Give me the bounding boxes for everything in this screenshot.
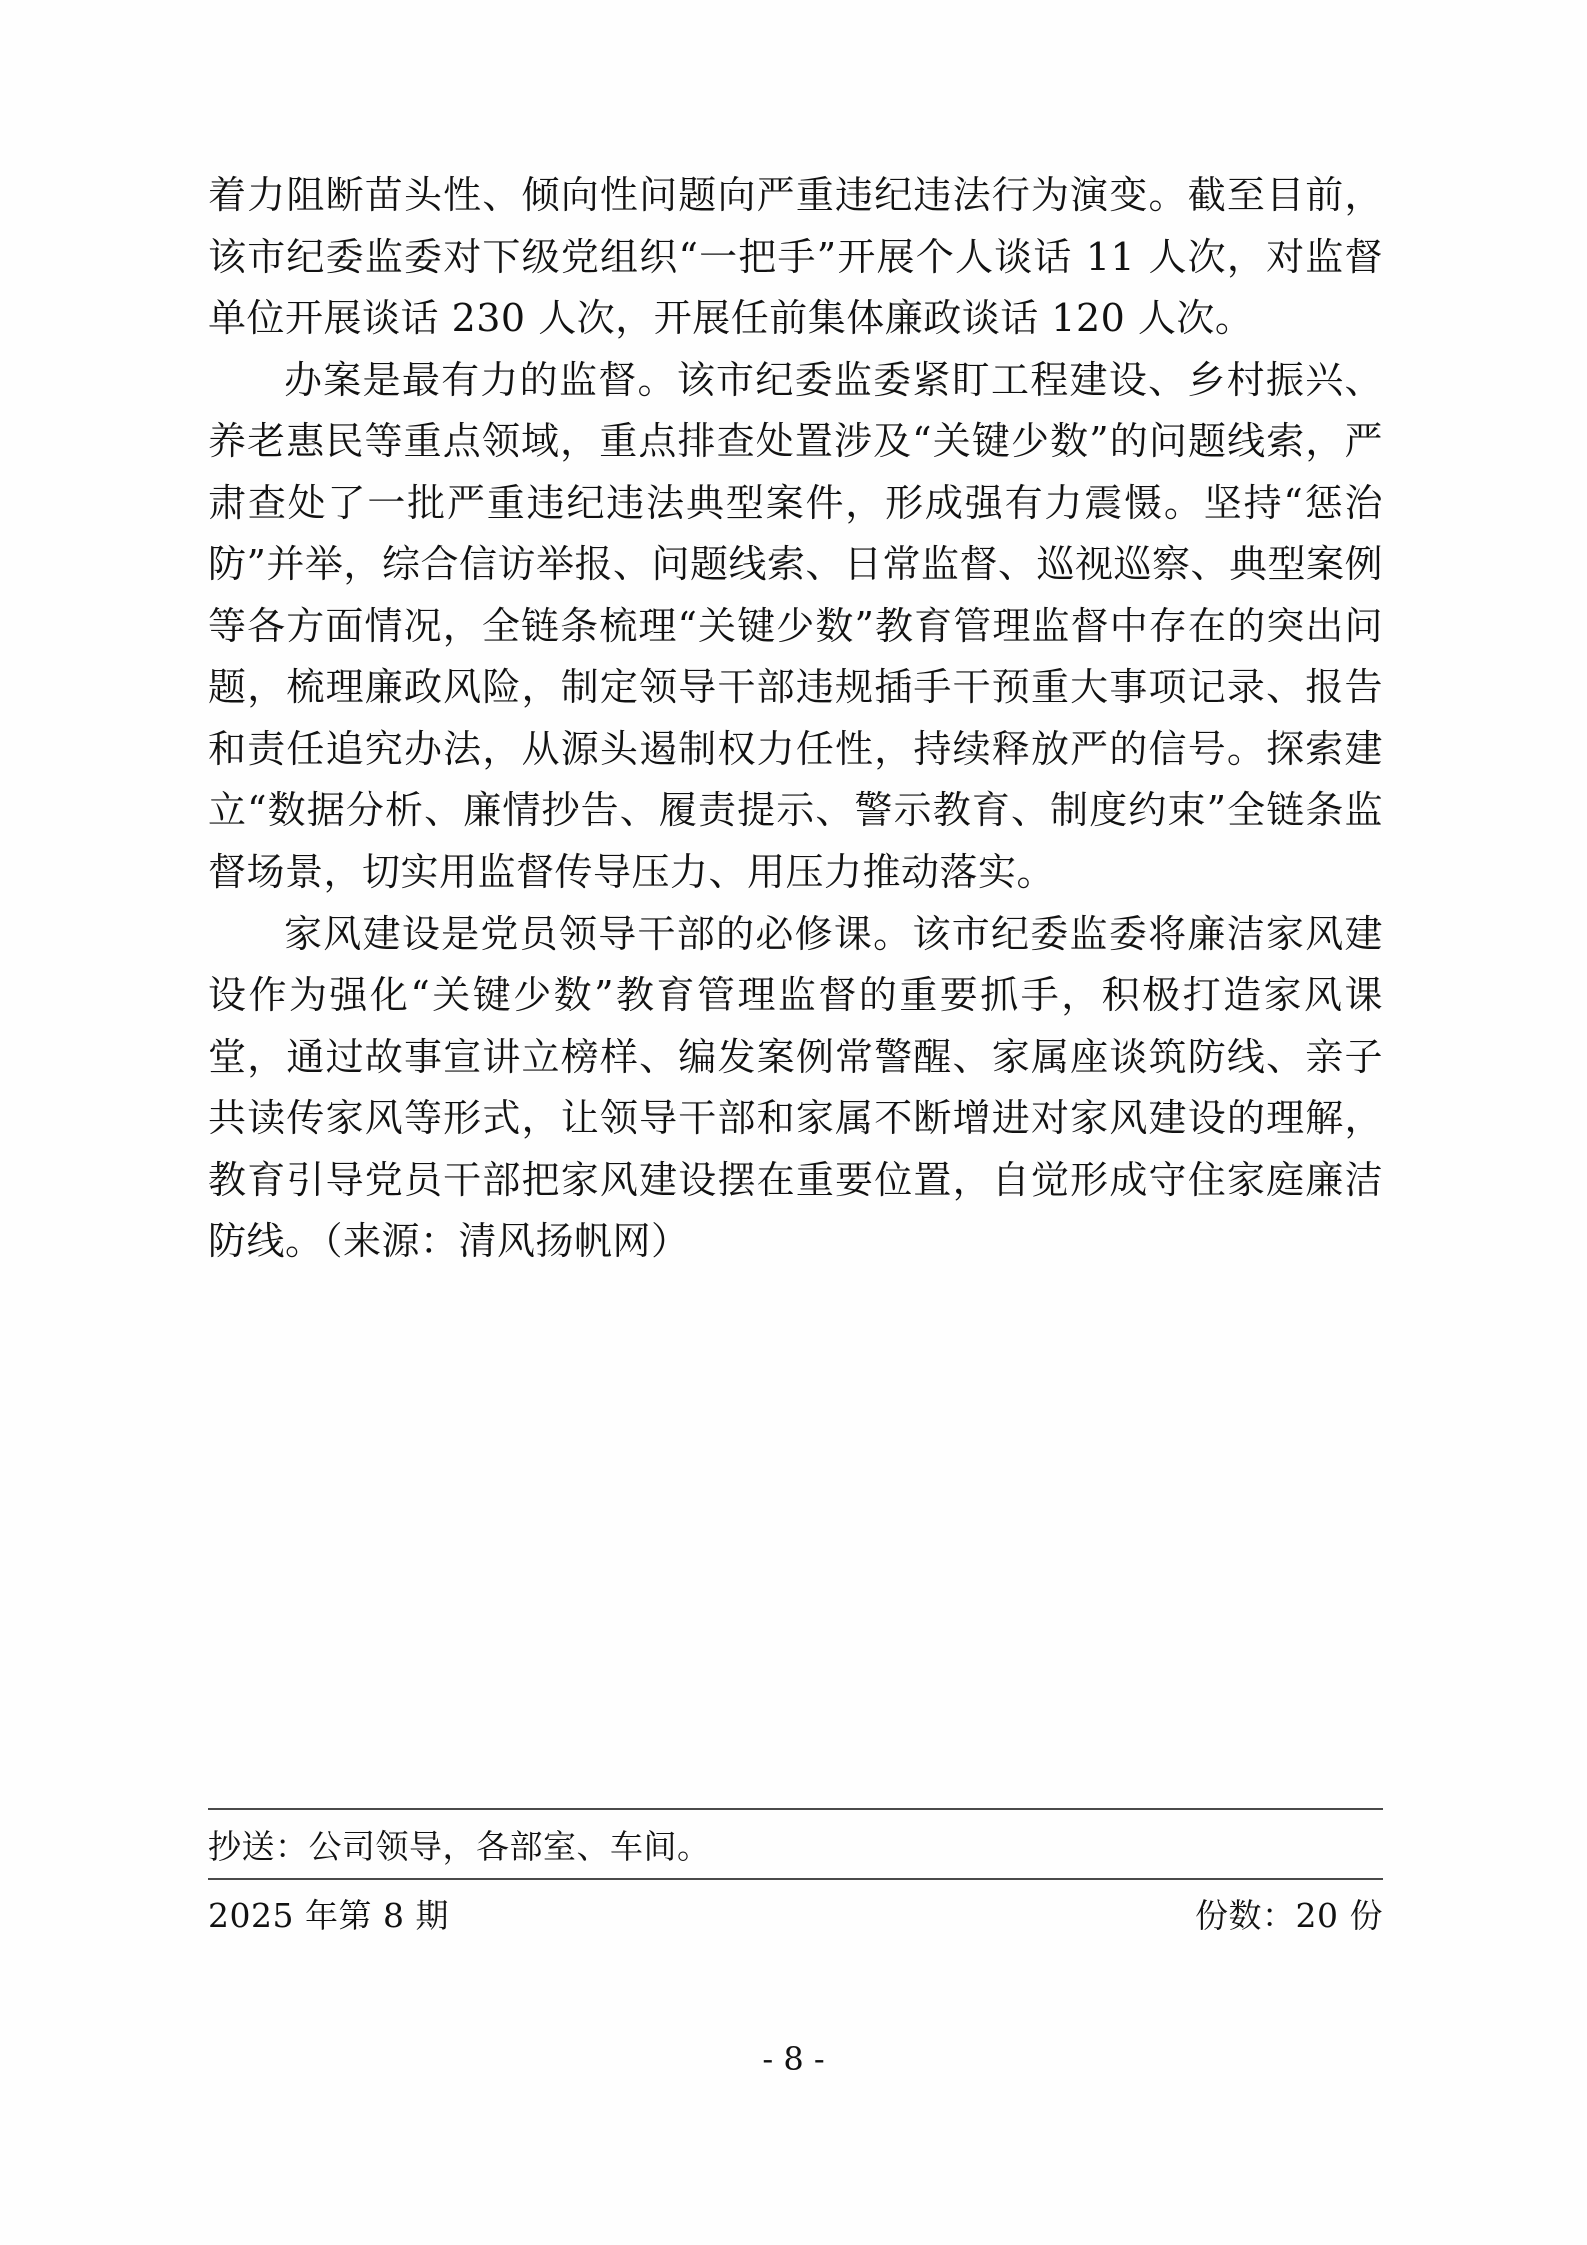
body-paragraph-1: 着力阻断苗头性、倾向性问题向严重违纪违法行为演变。截至目前，该市纪委监委对下级党组织“一把手”开展个人谈话 11 人次，对监督单位开展谈话 230 人次，开展任前集体廉政谈话 120 人次。 bbox=[208, 173, 1383, 341]
footer-issue-label: 2025 年第 8 期 bbox=[208, 1895, 449, 1935]
page-number: - 8 - bbox=[762, 2040, 825, 2078]
body-paragraph-3: 家风建设是党员领导干部的必修课。该市纪委监委将廉洁家风建设作为强化“关键少数”教育管理监督的重要抓手，积极打造家风课堂，通过故事宣讲立榜样、编发案例常警醒、家属座谈筑防线、亲子共读传家风等形式，让领导干部和家属不断增进对家风建设的理解，教育引导党员干部把家风建设摆在重要位置，自觉形成守住家庭廉洁防线。（来源：清风扬帆网） bbox=[208, 911, 1383, 1264]
body-paragraph-2: 办案是最有力的监督。该市纪委监委紧盯工程建设、乡村振兴、养老惠民等重点领域，重点排查处置涉及“关键少数”的问题线索，严肃查处了一批严重违纪违法典型案件，形成强有力震慑。坚持“惩治防”并举，综合信访举报、问题线索、日常监督、巡视巡察、典型案例等各方面情况，全链条梳理“关键少数”教育管理监督中存在的突出问题，梳理廉政风险，制定领导干部违规插手干预重大事项记录、报告和责任追究办法，从源头遏制权力任性，持续释放严的信号。探索建立“数据分析、廉情抄告、履责提示、警示教育、制度约束”全链条监督场景，切实用监督传导压力、用压力推动落实。 bbox=[208, 357, 1383, 895]
footer-issue-row bbox=[208, 1880, 1383, 1937]
document-body bbox=[208, 165, 1383, 1273]
footer-cc-line: 抄送：公司领导，各部室、车间。 bbox=[208, 1827, 711, 1866]
footer-copies-label: 份数：20 份 bbox=[1195, 1895, 1383, 1935]
document-footer bbox=[208, 1808, 1383, 1937]
